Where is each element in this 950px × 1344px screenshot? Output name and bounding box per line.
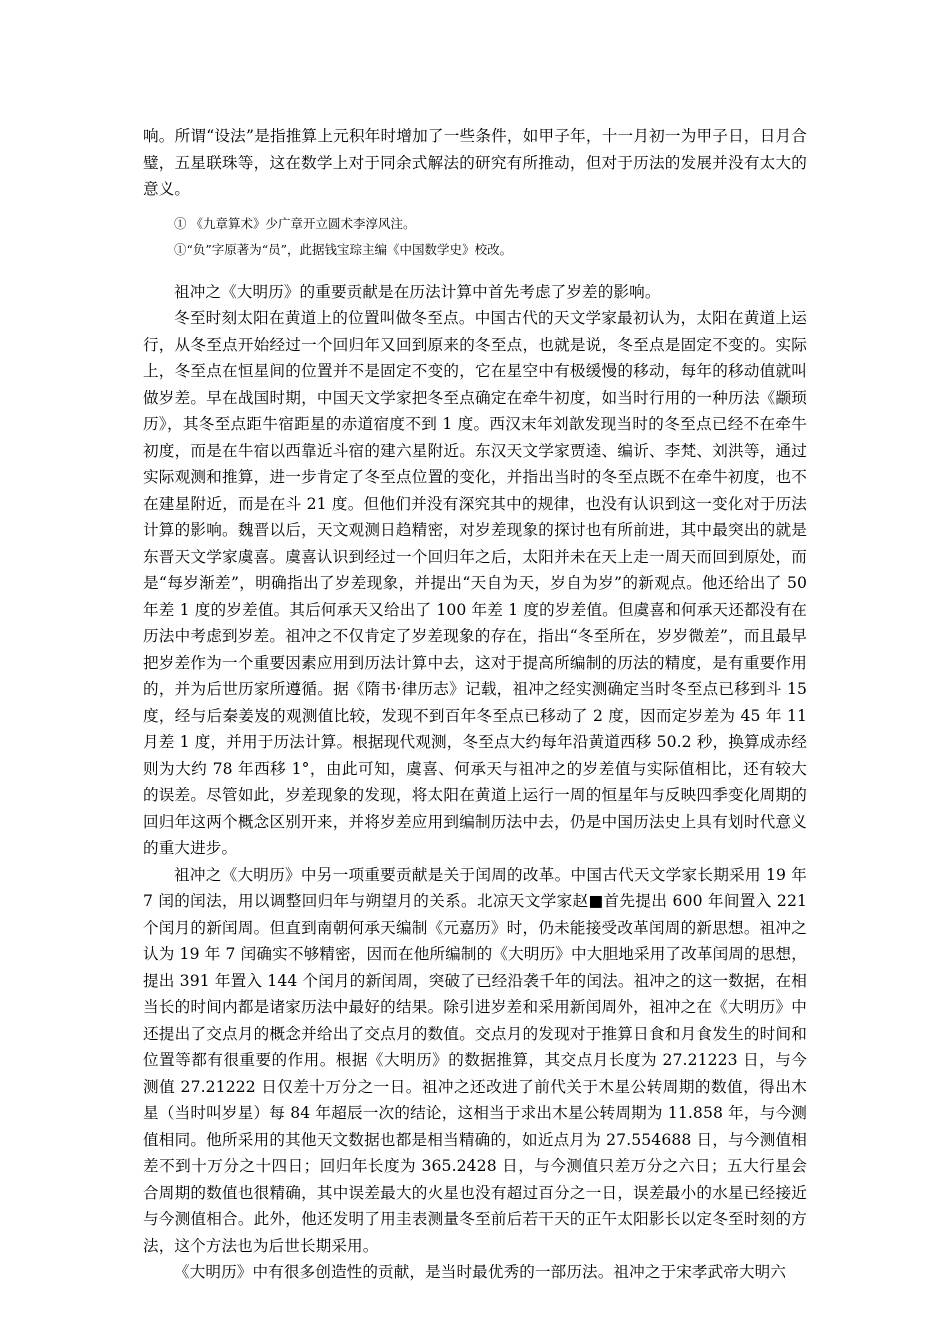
footnotes [143, 211, 807, 263]
paragraph-daming-contribution: 祖冲之《大明历》的重要贡献是在历法计算中首先考虑了岁差的影响。 [174, 282, 661, 301]
paragraph-leap-cycle: 祖冲之《大明历》中另一项重要贡献是关于闰周的改革。中国古代天文学家长期采用 19 年 7 闰的闰法，用以调整回归年与朔望月的关系。北凉天文学家赵■首先提出 600 年间置入 221 个闰月的新闰周。但直到南朝何承天编制《元嘉历》时，仍未能接受改革闰周的新思想。祖冲之认为 19 年 7 闰确实不够精密，因而在他所编制的《大明历》中大胆地采用了改革闰周的思想，提出 391 年置入 144 个闰月的新闰周，突破了已经沿袭千年的闰法。祖冲之的这一数据，在相当长的时间内都是诸家历法中最好的结果。除引进岁差和采用新闰周外，祖冲之在《大明历》中还提出了交点月的概念并给出了交点月的数值。交点月的发现对于推算日食和月食发生的时间和位置等都有很重要的作用。根据《大明历》的数据推算，其交点月长度为 27.21223 日，与今测值 27.21222 日仅差十万分之一日。祖冲之还改进了前代关于木星公转周期的数值，得出木星（当时叫岁星）每 84 年超辰一次的结论，这相当于求出木星公转周期为 11.858 年，与今测值相同。他所采用的其他天文数据也都是相当精确的，如近点月为 27.554688 日，与今测值相差不到十万分之十四日；回归年长度为 365.2428 日，与今测值只差万分之六日；五大行星会合周期的数值也很精确，其中误差最大的火星也没有超过百分之一日，误差最小的水星已经接近与今测值相合。此外，他还发明了用圭表测量冬至前后若干天的正午太阳影长以定冬至时刻的方法，这个方法也为后世长期采用。 [143, 865, 807, 1255]
paragraph-conclusion: 《大明历》中有很多创造性的贡献，是当时最优秀的一部历法。祖冲之于宋孝武帝大明六 [174, 1263, 787, 1281]
page-body [143, 123, 807, 1286]
intro-paragraph: 响。所谓“设法”是指推算上元积年时增加了一些条件，如甲子年，十一月初一为甲子日，日月合璧，五星联珠等，这在数学上对于同余式解法的研究有所推动，但对于历法的发展并没有太大的意义。 [143, 127, 807, 198]
paragraph-precession: 冬至时刻太阳在黄道上的位置叫做冬至点。中国古代的天文学家最初认为，太阳在黄道上运行，从冬至点开始经过一个回归年又回到原来的冬至点，也就是说，冬至点是固定不变的。实际上，冬至点在恒星间的位置并不是固定不变的，它在星空中有极缓慢的移动，每年的移动值就叫做岁差。早在战国时期，中国天文学家把冬至点确定在牵牛初度，如当时行用的一种历法《颛顼历》，其冬至点距牛宿距星的赤道宿度不到 1 度。西汉末年刘歆发现当时的冬至点已经不在牵牛初度，而是在牛宿以西靠近斗宿的建六星附近。东汉天文学家贾逵、编䜣、李梵、刘洪等，通过实际观测和推算，进一步肯定了冬至点位置的变化，并指出当时的冬至点既不在牵牛初度，也不在建星附近，而是在斗 21 度。但他们并没有深究其中的规律，也没有认识到这一变化对于历法计算的影响。魏晋以后，天文观测日趋精密，对岁差现象的探讨也有所前进，其中最突出的就是东晋天文学家虞喜。虞喜认识到经过一个回归年之后，太阳并未在天上走一周天而回到原处，而是“每岁渐差”，明确指出了岁差现象，并提出“天自为天，岁自为岁”的新观点。他还给出了 50 年差 1 度的岁差值。其后何承天又给出了 100 年差 1 度的岁差值。但虞喜和何承天还都没有在历法中考虑到岁差。祖冲之不仅肯定了岁差现象的存在，指出“冬至所在，岁岁微差”，而且最早把岁差作为一个重要因素应用到历法计算中去，这对于提高所编制的历法的精度，是有重要作用的，并为后世历家所遵循。据《隋书·律历志》记载，祖冲之经实测确定当时冬至点已移到斗 15 度，经与后秦姜岌的观测值比较，发现不到百年冬至点已移动了 2 度，因而定岁差为 45 年 11 月差 1 度，并用于历法计算。根据现代观测，冬至点大约每年沿黄道西移 50.2 秒，换算成赤经则为大约 78 年西移 1°，由此可知，虞喜、何承天与祖冲之的岁差值与实际值相比，还有较大的误差。尽管如此，岁差现象的发现，将太阳在黄道上运行一周的恒星年与反映四季变化周期的回归年这两个概念区别开来，并将岁差应用到编制历法中去，仍是中国历法史上具有划时代意义的重大进步。 [143, 309, 807, 857]
footnote-jiuzhang: ① 《九章算术》少广章开立圆术李淳风注。 [174, 215, 416, 231]
footnote-fu-character: ①“负”字原著为“员”，此据钱宝琮主编《中国数学史》校改。 [174, 241, 513, 257]
